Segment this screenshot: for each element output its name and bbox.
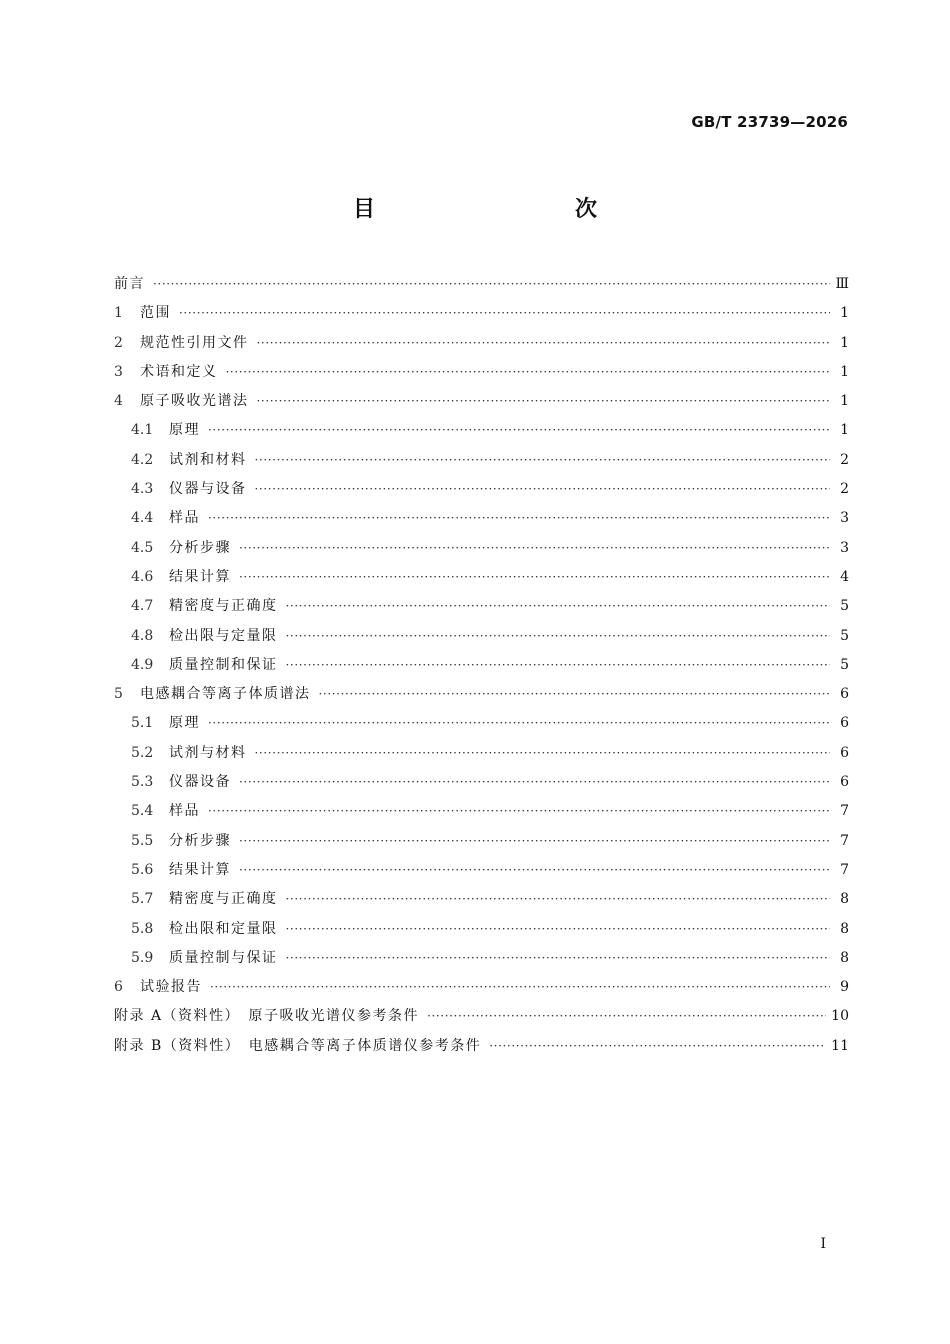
- toc-entry[interactable]: [114, 973, 849, 1002]
- toc-entry[interactable]: [114, 622, 849, 651]
- dot-leader: [286, 651, 831, 680]
- toc-entry-page: 9: [840, 979, 849, 996]
- dot-leader: [208, 504, 830, 533]
- toc-entry-label: 附录 B（资料性） 电感耦合等离子体质谱仪参考条件: [114, 1037, 482, 1054]
- toc-entry-label: 仪器与设备: [169, 481, 247, 498]
- toc-entry-page: 6: [840, 686, 849, 703]
- toc-entry-page: 5: [840, 598, 849, 615]
- toc-entry-number: 4.6: [131, 568, 154, 585]
- toc-entry-page: 2: [840, 451, 849, 468]
- toc-entry[interactable]: [114, 709, 849, 738]
- toc-entry-page: 11: [831, 1037, 849, 1054]
- toc-entry-page: 1: [840, 334, 849, 351]
- dot-leader: [239, 563, 830, 592]
- toc-entry-label: 质量控制与保证: [169, 949, 278, 966]
- toc-entry[interactable]: [114, 299, 849, 328]
- toc-entry-label: 样品: [169, 803, 200, 820]
- toc-entry-label: 试剂与材料: [169, 744, 247, 761]
- toc-entry-number: 4.4: [131, 510, 154, 527]
- toc-entry-number: 1: [114, 305, 123, 322]
- toc-entry[interactable]: [114, 827, 849, 856]
- toc-entry[interactable]: [114, 563, 849, 592]
- toc-entry-page: 8: [840, 949, 849, 966]
- toc-entry-label: 范围: [140, 305, 171, 322]
- dot-leader: [239, 768, 830, 797]
- dot-leader: [153, 270, 830, 299]
- dot-leader: [255, 446, 831, 475]
- toc-entry[interactable]: [114, 416, 849, 445]
- toc-entry-number: 5.4: [131, 803, 154, 820]
- toc-entry-page: 1: [840, 422, 849, 439]
- toc-entry-label: 原理: [169, 422, 200, 439]
- toc-entry[interactable]: [114, 1002, 849, 1031]
- toc-entry[interactable]: [114, 358, 849, 387]
- toc-entry[interactable]: [114, 592, 849, 621]
- dot-leader: [239, 534, 830, 563]
- toc-entry[interactable]: [114, 446, 849, 475]
- dot-leader: [208, 797, 830, 826]
- dot-leader: [257, 329, 831, 358]
- toc-entry[interactable]: [114, 768, 849, 797]
- toc-entry-number: 4: [114, 393, 123, 410]
- dot-leader: [257, 387, 831, 416]
- toc-entry-label: 术语和定义: [140, 363, 218, 380]
- dot-leader: [286, 944, 831, 973]
- toc-entry[interactable]: [114, 915, 849, 944]
- table-of-contents: [114, 270, 849, 1061]
- toc-entry-page: 7: [840, 803, 849, 820]
- toc-entry[interactable]: [114, 680, 849, 709]
- dot-leader: [319, 680, 831, 709]
- toc-entry[interactable]: [114, 270, 849, 299]
- dot-leader: [286, 915, 831, 944]
- toc-entry-label: 附录 A（资料性） 原子吸收光谱仪参考条件: [114, 1008, 420, 1025]
- toc-entry-number: 2: [114, 334, 123, 351]
- toc-entry[interactable]: [114, 475, 849, 504]
- toc-entry-page: 7: [840, 861, 849, 878]
- toc-entry-label: 试剂和材料: [169, 451, 247, 468]
- toc-entry[interactable]: [114, 944, 849, 973]
- dot-leader: [208, 709, 830, 738]
- toc-entry-label: 精密度与正确度: [169, 598, 278, 615]
- toc-entry[interactable]: [114, 797, 849, 826]
- toc-entry-number: 6: [114, 979, 123, 996]
- dot-leader: [226, 358, 831, 387]
- toc-entry-page: 6: [840, 744, 849, 761]
- dot-leader: [286, 592, 831, 621]
- toc-entry-label: 样品: [169, 510, 200, 527]
- dot-leader: [208, 416, 830, 445]
- toc-entry-number: 4.5: [131, 539, 154, 556]
- dot-leader: [210, 973, 830, 1002]
- dot-leader: [239, 827, 830, 856]
- toc-entry-number: 4.7: [131, 598, 154, 615]
- toc-entry-page: 8: [840, 891, 849, 908]
- toc-entry-page: 10: [831, 1008, 849, 1025]
- toc-entry-number: 5.8: [131, 920, 154, 937]
- toc-entry[interactable]: [114, 387, 849, 416]
- toc-entry[interactable]: [114, 739, 849, 768]
- toc-entry-label: 质量控制和保证: [169, 656, 278, 673]
- dot-leader: [286, 622, 831, 651]
- toc-entry-page: 7: [840, 832, 849, 849]
- dot-leader: [427, 1002, 826, 1031]
- toc-entry-number: 3: [114, 363, 123, 380]
- toc-entry-label: 分析步骤: [169, 832, 231, 849]
- toc-entry-label: 结果计算: [169, 568, 231, 585]
- toc-entry-number: 4.3: [131, 481, 154, 498]
- toc-entry[interactable]: [114, 329, 849, 358]
- dot-leader: [489, 1032, 826, 1061]
- toc-entry[interactable]: [114, 885, 849, 914]
- toc-entry-number: 5.7: [131, 891, 154, 908]
- toc-entry-page: 5: [840, 656, 849, 673]
- toc-entry-number: 4.2: [131, 451, 154, 468]
- toc-entry[interactable]: [114, 856, 849, 885]
- toc-entry[interactable]: [114, 534, 849, 563]
- toc-entry-number: 5.3: [131, 774, 154, 791]
- toc-entry-page: 2: [840, 481, 849, 498]
- toc-entry-label: 前言: [114, 276, 145, 292]
- dot-leader: [286, 885, 831, 914]
- toc-entry-number: 4.9: [131, 656, 154, 673]
- toc-entry-label: 规范性引用文件: [140, 334, 249, 351]
- toc-entry-number: 5.6: [131, 861, 154, 878]
- toc-entry-number: 4.8: [131, 627, 154, 644]
- toc-entry-label: 结果计算: [169, 861, 231, 878]
- toc-entry-number: 4.1: [131, 422, 154, 439]
- dot-leader: [179, 299, 830, 328]
- toc-entry[interactable]: [114, 1032, 849, 1061]
- toc-entry-page: 4: [840, 568, 849, 585]
- toc-entry-page: 1: [840, 393, 849, 410]
- toc-entry-number: 5.5: [131, 832, 154, 849]
- standard-code: GB/T 23739—2026: [691, 113, 848, 131]
- toc-entry-page: 3: [840, 510, 849, 527]
- toc-entry-page: 6: [840, 774, 849, 791]
- toc-entry[interactable]: [114, 651, 849, 680]
- dot-leader: [255, 475, 831, 504]
- page-number: I: [820, 1236, 826, 1252]
- toc-entry[interactable]: [114, 504, 849, 533]
- toc-entry-page: 8: [840, 920, 849, 937]
- dot-leader: [255, 739, 831, 768]
- toc-entry-label: 试验报告: [140, 979, 202, 996]
- toc-entry-page: 3: [840, 539, 849, 556]
- toc-entry-label: 电感耦合等离子体质谱法: [140, 686, 311, 703]
- toc-entry-page: 1: [840, 305, 849, 322]
- toc-entry-label: 原子吸收光谱法: [140, 393, 249, 410]
- dot-leader: [239, 856, 830, 885]
- toc-entry-page: Ⅲ: [835, 276, 849, 292]
- toc-entry-number: 5.9: [131, 949, 154, 966]
- toc-entry-page: 1: [840, 363, 849, 380]
- toc-entry-page: 5: [840, 627, 849, 644]
- toc-entry-number: 5: [114, 686, 123, 703]
- toc-entry-label: 检出限和定量限: [169, 920, 278, 937]
- toc-entry-number: 5.2: [131, 744, 154, 761]
- toc-entry-page: 6: [840, 715, 849, 732]
- toc-entry-label: 原理: [169, 715, 200, 732]
- toc-entry-label: 仪器设备: [169, 774, 231, 791]
- toc-entry-label: 检出限与定量限: [169, 627, 278, 644]
- toc-entry-number: 5.1: [131, 715, 154, 732]
- toc-entry-label: 精密度与正确度: [169, 891, 278, 908]
- toc-entry-label: 分析步骤: [169, 539, 231, 556]
- page-title: 目 次: [352, 197, 649, 222]
